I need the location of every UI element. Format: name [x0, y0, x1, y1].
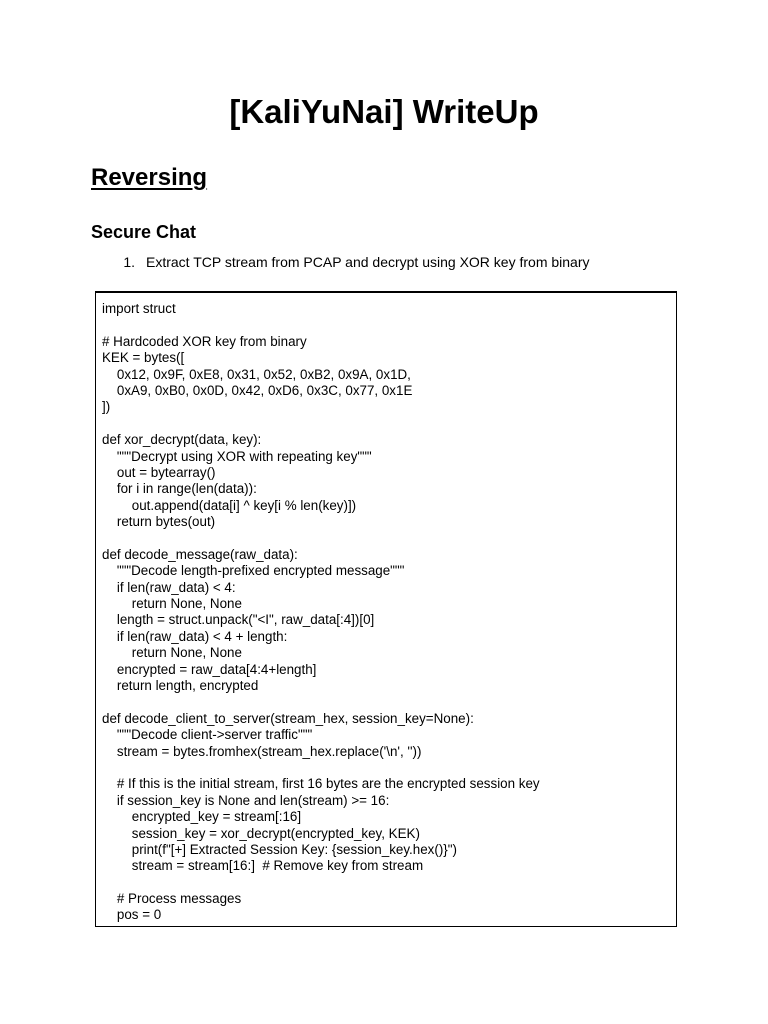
- code-lines: [102, 301, 540, 924]
- code-line: session_key = xor_decrypt(encrypted_key, KEK): [102, 825, 420, 841]
- code-line: 0xA9, 0xB0, 0x0D, 0x42, 0xD6, 0x3C, 0x77, 0x1E: [102, 382, 413, 398]
- code-line: # If this is the initial stream, first 16 bytes are the encrypted session key: [102, 776, 540, 792]
- code-line: pos = 0: [102, 907, 162, 923]
- code-line: def decode_message(raw_data):: [102, 546, 298, 562]
- code-line: [102, 530, 540, 546]
- code-line: def xor_decrypt(data, key):: [102, 432, 262, 448]
- code-line: return length, encrypted: [102, 677, 259, 693]
- code-line: for i in range(len(data)):: [102, 481, 257, 497]
- code-line: [102, 416, 540, 432]
- document-title: [KaliYuNai] WriteUp: [229, 93, 539, 130]
- code-line: if len(raw_data) < 4 + length:: [102, 628, 288, 644]
- code-line: """Decode client->server traffic""": [102, 727, 313, 743]
- code-line: stream = bytes.fromhex(stream_hex.replace('\n', '')): [102, 743, 422, 759]
- step-number: 1.: [123, 254, 135, 270]
- code-line: [102, 875, 540, 891]
- code-line: def decode_client_to_server(stream_hex, session_key=None):: [102, 710, 474, 726]
- code-line: KEK = bytes([: [102, 350, 185, 366]
- code-line: print(f"[+] Extracted Session Key: {session_key.hex()}"): [102, 841, 457, 857]
- code-line: """Decode length-prefixed encrypted message""": [102, 563, 405, 579]
- code-line: [102, 760, 540, 776]
- code-line: [102, 694, 540, 710]
- list-item: [91, 253, 590, 271]
- code-line: # Hardcoded XOR key from binary: [102, 333, 307, 349]
- section-heading: Reversing: [91, 164, 208, 191]
- code-line: # Process messages: [102, 891, 242, 907]
- code-line: [102, 317, 540, 333]
- code-line: if session_key is None and len(stream) >= 16:: [102, 792, 390, 808]
- code-line: out = bytearray(): [102, 464, 216, 480]
- code-line: return bytes(out): [102, 514, 216, 530]
- code-line: 0x12, 0x9F, 0xE8, 0x31, 0x52, 0xB2, 0x9A, 0x1D,: [102, 366, 411, 382]
- subsection-heading: Secure Chat: [91, 222, 197, 242]
- code-line: stream = stream[16:] # Remove key from stream: [102, 858, 424, 874]
- code-line: length = struct.unpack("<I", raw_data[:4])[0]: [102, 612, 375, 628]
- code-line: """Decrypt using XOR with repeating key""": [102, 448, 372, 464]
- step-text: Extract TCP stream from PCAP and decrypt using XOR key from binary: [146, 254, 590, 270]
- code-line: if len(raw_data) < 4:: [102, 579, 236, 595]
- code-line: encrypted = raw_data[4:4+length]: [102, 661, 317, 677]
- code-line: out.append(data[i] ^ key[i % len(key)]): [102, 497, 357, 513]
- code-line: return None, None: [102, 645, 242, 661]
- code-block: [95, 291, 677, 927]
- code-line: encrypted_key = stream[:16]: [102, 809, 302, 825]
- code-line: return None, None: [102, 596, 242, 612]
- code-line: import struct: [102, 301, 176, 316]
- step-list: [91, 253, 590, 271]
- code-line: ]): [102, 399, 111, 415]
